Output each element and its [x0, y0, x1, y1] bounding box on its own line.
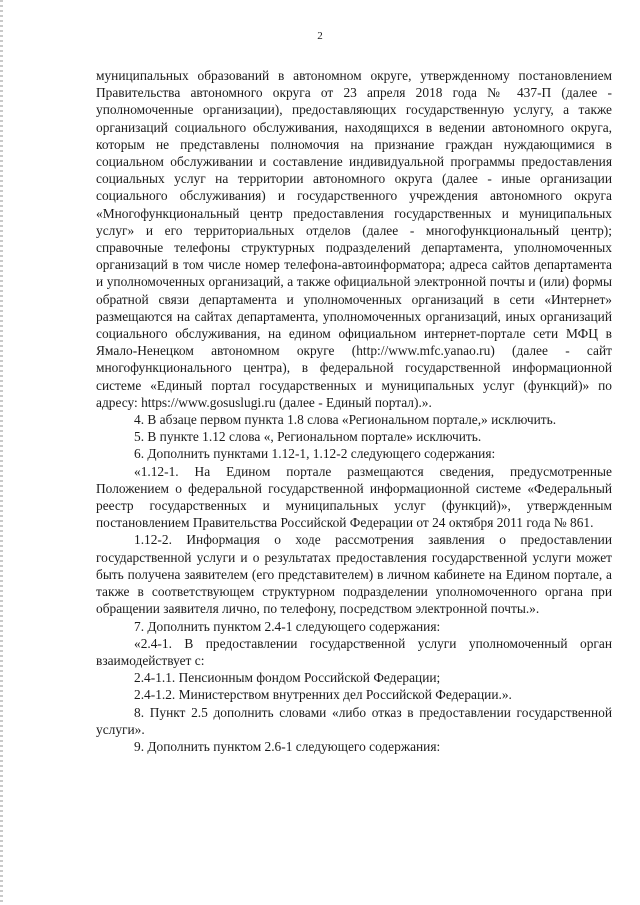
paragraph-2-4-1-2: 2.4-1.2. Министерством внутренних дел Российской Федерации.». [134, 687, 512, 703]
paragraph-item-5: 5. В пункте 1.12 слова «, Региональном портале» исключить. [134, 429, 482, 445]
document-body [96, 67, 612, 755]
paragraph-continuation: муниципальных образований в автономном округе, утвержденному постановлением Правительства автономного округа от 23 апреля 2018 года № 437-П (далее - уполномоченные организации), предоставляющих государственную услугу, а также организаций социального обслуживания, находящихся в ведении автономного округа, которым не представлены полномочия на признание граждан нуждающимися в социальном обслуживании и составление индивидуальной программы предоставления социальных услуг на территории автономного округа (далее - иные организации социального обслуживания) и государственного учреждения автономного округа «Многофункциональный центр предоставления государственных и муниципальных услуг» и его территориальных отделов (далее - многофункциональный центр); справочные телефоны структурных подразделений департамента, уполномоченных организаций в том числе номер телефона-автоинформатора; адреса сайтов департамента и уполномоченных организаций, а также официальной электронной почты и (или) формы обратной связи департамента и уполномоченных организаций в сети «Интернет» размещаются на сайтах департамента, уполномоченных организаций, иных организаций социального обслуживания, на едином официальном интернет-портале сети МФЦ в Ямало-Ненецком автономном округе (http://www.mfc.yanao.ru) (далее - сайт многофункционального центра), в федеральной государственной информационной системе «Единый портал государственных и муниципальных услуг (функций)» по адресу: https://www.gosuslugi.ru (далее - Единый портал).». [96, 68, 612, 410]
paragraph-1-12-1: «1.12-1. На Едином портале размещаются сведения, предусмотренные Положением о федеральной государственной информационной системе «Федеральный реестр государственных и муниципальных услуг (функций)», утвержденным постановлением Правительства Российской Федерации от 24 октября 2011 года № 861. [96, 463, 612, 531]
paragraph-1-12-2: 1.12-2. Информация о ходе рассмотрения заявления о предоставлении государственной услуги и о результатах предоставления государственной услуги может быть получена заявителем (его представителем) в личном кабинете на Едином портале, а также в соответствующем структурном подразделении уполномоченного органа при обращении заявителя лично, по телефону, посредством электронной почты.». [96, 532, 612, 617]
paragraph-item-9: 9. Дополнить пунктом 2.6-1 следующего содержания: [134, 738, 441, 754]
paragraph-2-4-1-1: 2.4-1.1. Пенсионным фондом Российской Федерации; [134, 670, 441, 686]
paragraph-item-6: 6. Дополнить пунктами 1.12-1, 1.12-2 следующего содержания: [134, 446, 496, 462]
paragraph-item-7: 7. Дополнить пунктом 2.4-1 следующего содержания: [134, 618, 441, 634]
paragraph-item-4: 4. В абзаце первом пункта 1.8 слова «Региональном портале,» исключить. [134, 412, 557, 428]
paragraph-item-8: 8. Пункт 2.5 дополнить словами «либо отказ в предоставлении государственной услуги». [96, 704, 612, 737]
scan-edge-border [0, 0, 3, 905]
paragraph-2-4-1: «2.4-1. В предоставлении государственной услуги уполномоченный орган взаимодействует с: [96, 635, 612, 668]
page-number: 2 [317, 30, 323, 42]
